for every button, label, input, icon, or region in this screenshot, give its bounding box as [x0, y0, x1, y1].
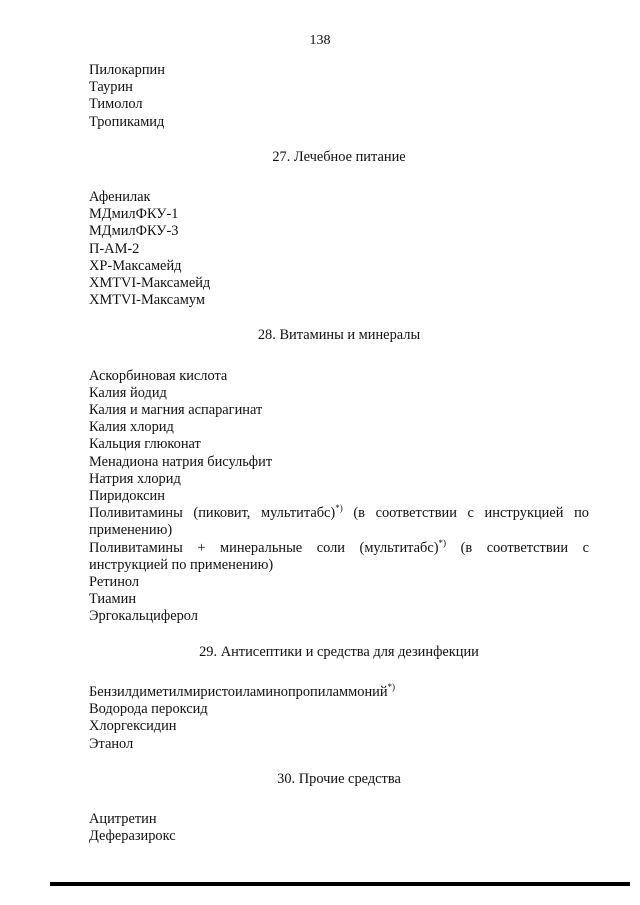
- list-item: Водорода пероксид: [89, 701, 208, 718]
- list-item: Афенилак: [89, 189, 151, 206]
- group-vitamins-minerals: [89, 327, 589, 625]
- item-text: Бензилдиметилмиристоиламинопропиламмоний: [89, 683, 388, 700]
- group-medical-nutrition: [89, 149, 589, 310]
- list-item: Ацитретин: [89, 810, 157, 827]
- item-text-continued: (в соответствии с инструкцией по применению): [89, 539, 589, 573]
- list-item-with-note: [89, 505, 589, 539]
- list-item: Тропикамид: [89, 113, 165, 130]
- list-item: Калия йодид: [89, 384, 167, 401]
- list-item-with-note: [89, 537, 589, 574]
- list-item: ХМТVI-Максамейд: [89, 275, 211, 292]
- page-number: 138: [309, 33, 331, 48]
- item-text-continued: (в соответствии с инструкцией по применению): [89, 505, 589, 539]
- footnote-mark: *): [387, 682, 396, 693]
- group-other-agents: [89, 771, 589, 846]
- list-item: Тимолол: [89, 96, 143, 113]
- item-text: Поливитамины + минеральные соли (мультитабс): [89, 539, 439, 556]
- list-item: П-АМ-2: [89, 240, 140, 257]
- section-title: 29. Антисептики и средства для дезинфекции: [199, 643, 479, 660]
- list-item: Пилокарпин: [89, 62, 165, 78]
- list-item: Тиамин: [89, 591, 137, 608]
- list-item: Калия и магния аспарагинат: [89, 402, 263, 419]
- footnote-mark: *): [438, 537, 447, 548]
- list-item: Деферазирокс: [89, 828, 176, 845]
- list-item: Таурин: [89, 79, 133, 96]
- list-item: Менадиона натрия бисульфит: [89, 453, 273, 470]
- list-item-with-note: [89, 684, 589, 701]
- list-item: Эргокальциферол: [89, 608, 198, 625]
- group-ophthalmic-continuation: [89, 62, 589, 131]
- item-text: Поливитамины (пиковит, мультитабс): [89, 505, 336, 522]
- list-item: ХР-Максамейд: [89, 257, 182, 274]
- list-item: Кальция глюконат: [89, 436, 201, 453]
- bottom-rule: [50, 882, 630, 886]
- list-item: ХМТVI-Максамум: [89, 292, 205, 309]
- list-item: Калия хлорид: [89, 419, 174, 436]
- section-title: 28. Витамины и минералы: [257, 327, 421, 344]
- list-item: Ретинол: [89, 574, 140, 591]
- drug-list-content: [89, 62, 589, 845]
- list-item: Этанол: [89, 735, 134, 752]
- list-item: Пиридоксин: [89, 488, 165, 505]
- footnote-mark: *): [335, 503, 343, 514]
- group-antiseptics: [89, 644, 589, 753]
- section-title: 27. Лечебное питание: [272, 148, 406, 165]
- list-item: Натрия хлорид: [89, 470, 181, 487]
- list-item: МДмилФКУ-1: [89, 206, 179, 223]
- list-item: Аскорбиновая кислота: [89, 367, 228, 384]
- list-item: Хлоргексидин: [89, 718, 177, 735]
- list-item: МДмилФКУ-3: [89, 223, 179, 240]
- section-title: 30. Прочие средства: [277, 770, 401, 787]
